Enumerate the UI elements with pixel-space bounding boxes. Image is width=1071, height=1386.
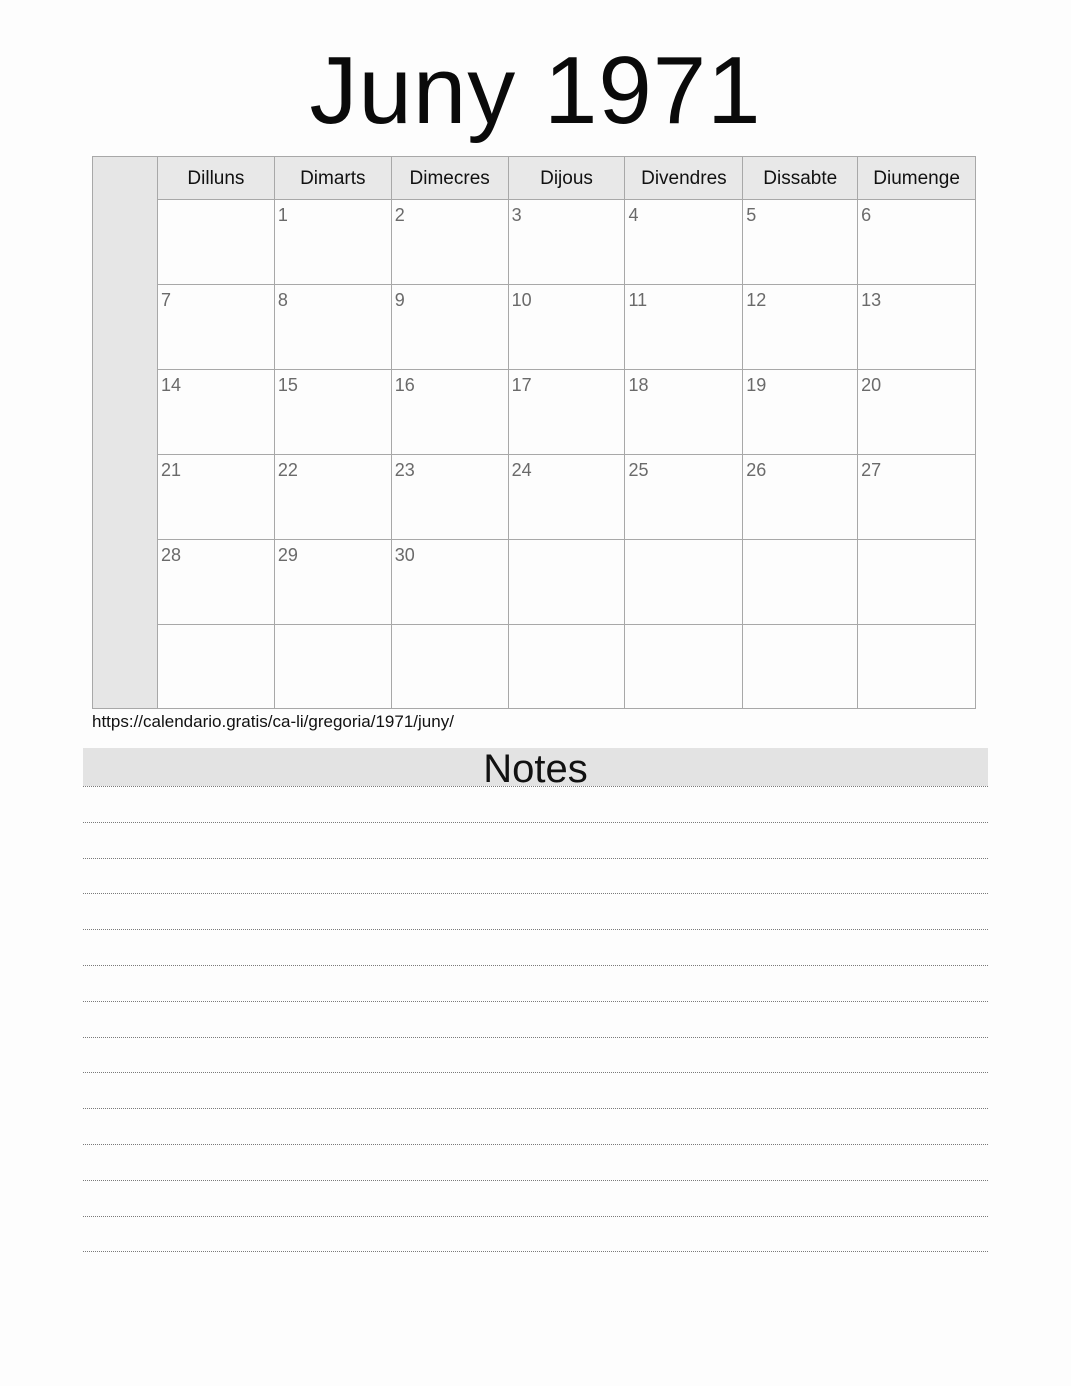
- day-cell: [625, 625, 743, 709]
- week-number-column: [93, 157, 158, 708]
- day-cell: [509, 200, 626, 284]
- day-cell: [625, 455, 743, 539]
- day-number: 21: [161, 460, 182, 480]
- note-line: [83, 1251, 988, 1252]
- weekday-header: Dimarts: [275, 157, 392, 199]
- note-line: [83, 1001, 988, 1002]
- week-row: [158, 455, 975, 540]
- day-number: 6: [861, 205, 872, 225]
- day-cell: [509, 625, 626, 709]
- day-number: 18: [628, 375, 649, 395]
- week-row: [158, 200, 975, 285]
- day-cell: [743, 200, 858, 284]
- day-number: 24: [511, 460, 532, 480]
- day-cell: [858, 625, 975, 709]
- note-line: [83, 1144, 988, 1145]
- day-cell: [743, 625, 858, 709]
- source-url: https://calendario.gratis/ca-li/gregoria/1971/juny/: [92, 712, 454, 731]
- days-grid: [158, 200, 975, 708]
- day-cell: [392, 285, 509, 369]
- weekday-header: Dilluns: [158, 157, 275, 199]
- note-line: [83, 1037, 988, 1038]
- day-cell: [625, 285, 743, 369]
- day-number: 15: [277, 375, 298, 395]
- day-number: 10: [511, 290, 532, 310]
- day-cell: [275, 370, 392, 454]
- day-number: 26: [746, 460, 767, 480]
- week-row: [158, 540, 975, 625]
- day-number: 9: [394, 290, 405, 310]
- note-line: [83, 1216, 988, 1217]
- day-number: 22: [277, 460, 298, 480]
- week-row: [158, 285, 975, 370]
- day-number: 30: [394, 545, 415, 565]
- day-number: 3: [511, 205, 522, 225]
- day-number: 7: [161, 290, 172, 310]
- day-cell: [743, 455, 858, 539]
- day-cell: [743, 285, 858, 369]
- day-number: 2: [394, 205, 405, 225]
- day-number: 12: [746, 290, 767, 310]
- day-cell: [158, 200, 275, 284]
- day-cell: [743, 540, 858, 624]
- note-line: [83, 858, 988, 859]
- day-cell: [858, 285, 975, 369]
- day-cell: [743, 370, 858, 454]
- day-number: 19: [746, 375, 767, 395]
- day-number: 29: [277, 545, 298, 565]
- day-cell: [158, 625, 275, 709]
- day-cell: [509, 540, 626, 624]
- note-line: [83, 893, 988, 894]
- day-cell: [275, 625, 392, 709]
- note-line: [83, 965, 988, 966]
- day-number: 5: [746, 205, 757, 225]
- note-line: [83, 1072, 988, 1073]
- day-number: 8: [277, 290, 288, 310]
- day-cell: [509, 285, 626, 369]
- day-cell: [509, 455, 626, 539]
- calendar-grid: [92, 156, 976, 709]
- weekday-header: Dimecres: [392, 157, 509, 199]
- week-row: [158, 370, 975, 455]
- day-number: 4: [628, 205, 639, 225]
- day-number: 16: [394, 375, 415, 395]
- day-cell: [158, 455, 275, 539]
- note-line: [83, 1180, 988, 1181]
- day-cell: [392, 455, 509, 539]
- day-cell: [858, 540, 975, 624]
- day-cell: [392, 200, 509, 284]
- day-cell: [625, 200, 743, 284]
- day-cell: [158, 370, 275, 454]
- day-cell: [392, 370, 509, 454]
- day-number: 11: [628, 290, 648, 310]
- note-line: [83, 1108, 988, 1109]
- day-number: 13: [861, 290, 882, 310]
- day-cell: [275, 200, 392, 284]
- day-cell: [275, 285, 392, 369]
- day-cell: [625, 370, 743, 454]
- week-row: [158, 625, 975, 709]
- weekday-header: Dissabte: [743, 157, 858, 199]
- weekday-header: Dijous: [509, 157, 626, 199]
- weekday-header-row: [158, 157, 975, 200]
- day-cell: [858, 200, 975, 284]
- day-number: 28: [161, 545, 182, 565]
- day-number: 25: [628, 460, 649, 480]
- day-cell: [158, 540, 275, 624]
- day-number: 20: [861, 375, 882, 395]
- page-title: Juny 1971: [309, 37, 762, 144]
- note-line: [83, 786, 988, 787]
- weekday-header: Diumenge: [873, 168, 960, 189]
- note-line: [83, 822, 988, 823]
- notes-heading: Notes: [83, 748, 988, 786]
- day-number: 27: [861, 460, 882, 480]
- day-cell: [158, 285, 275, 369]
- day-cell: [858, 455, 975, 539]
- day-number: 23: [394, 460, 415, 480]
- weekday-header: Divendres: [625, 157, 743, 199]
- day-cell: [275, 540, 392, 624]
- day-cell: [392, 540, 509, 624]
- day-number: 1: [277, 205, 288, 225]
- day-cell: [625, 540, 743, 624]
- day-cell: [509, 370, 626, 454]
- note-line: [83, 929, 988, 930]
- day-cell: [392, 625, 509, 709]
- day-cell: [275, 455, 392, 539]
- day-cell: [858, 370, 975, 454]
- day-number: 14: [161, 375, 182, 395]
- day-number: 17: [511, 375, 532, 395]
